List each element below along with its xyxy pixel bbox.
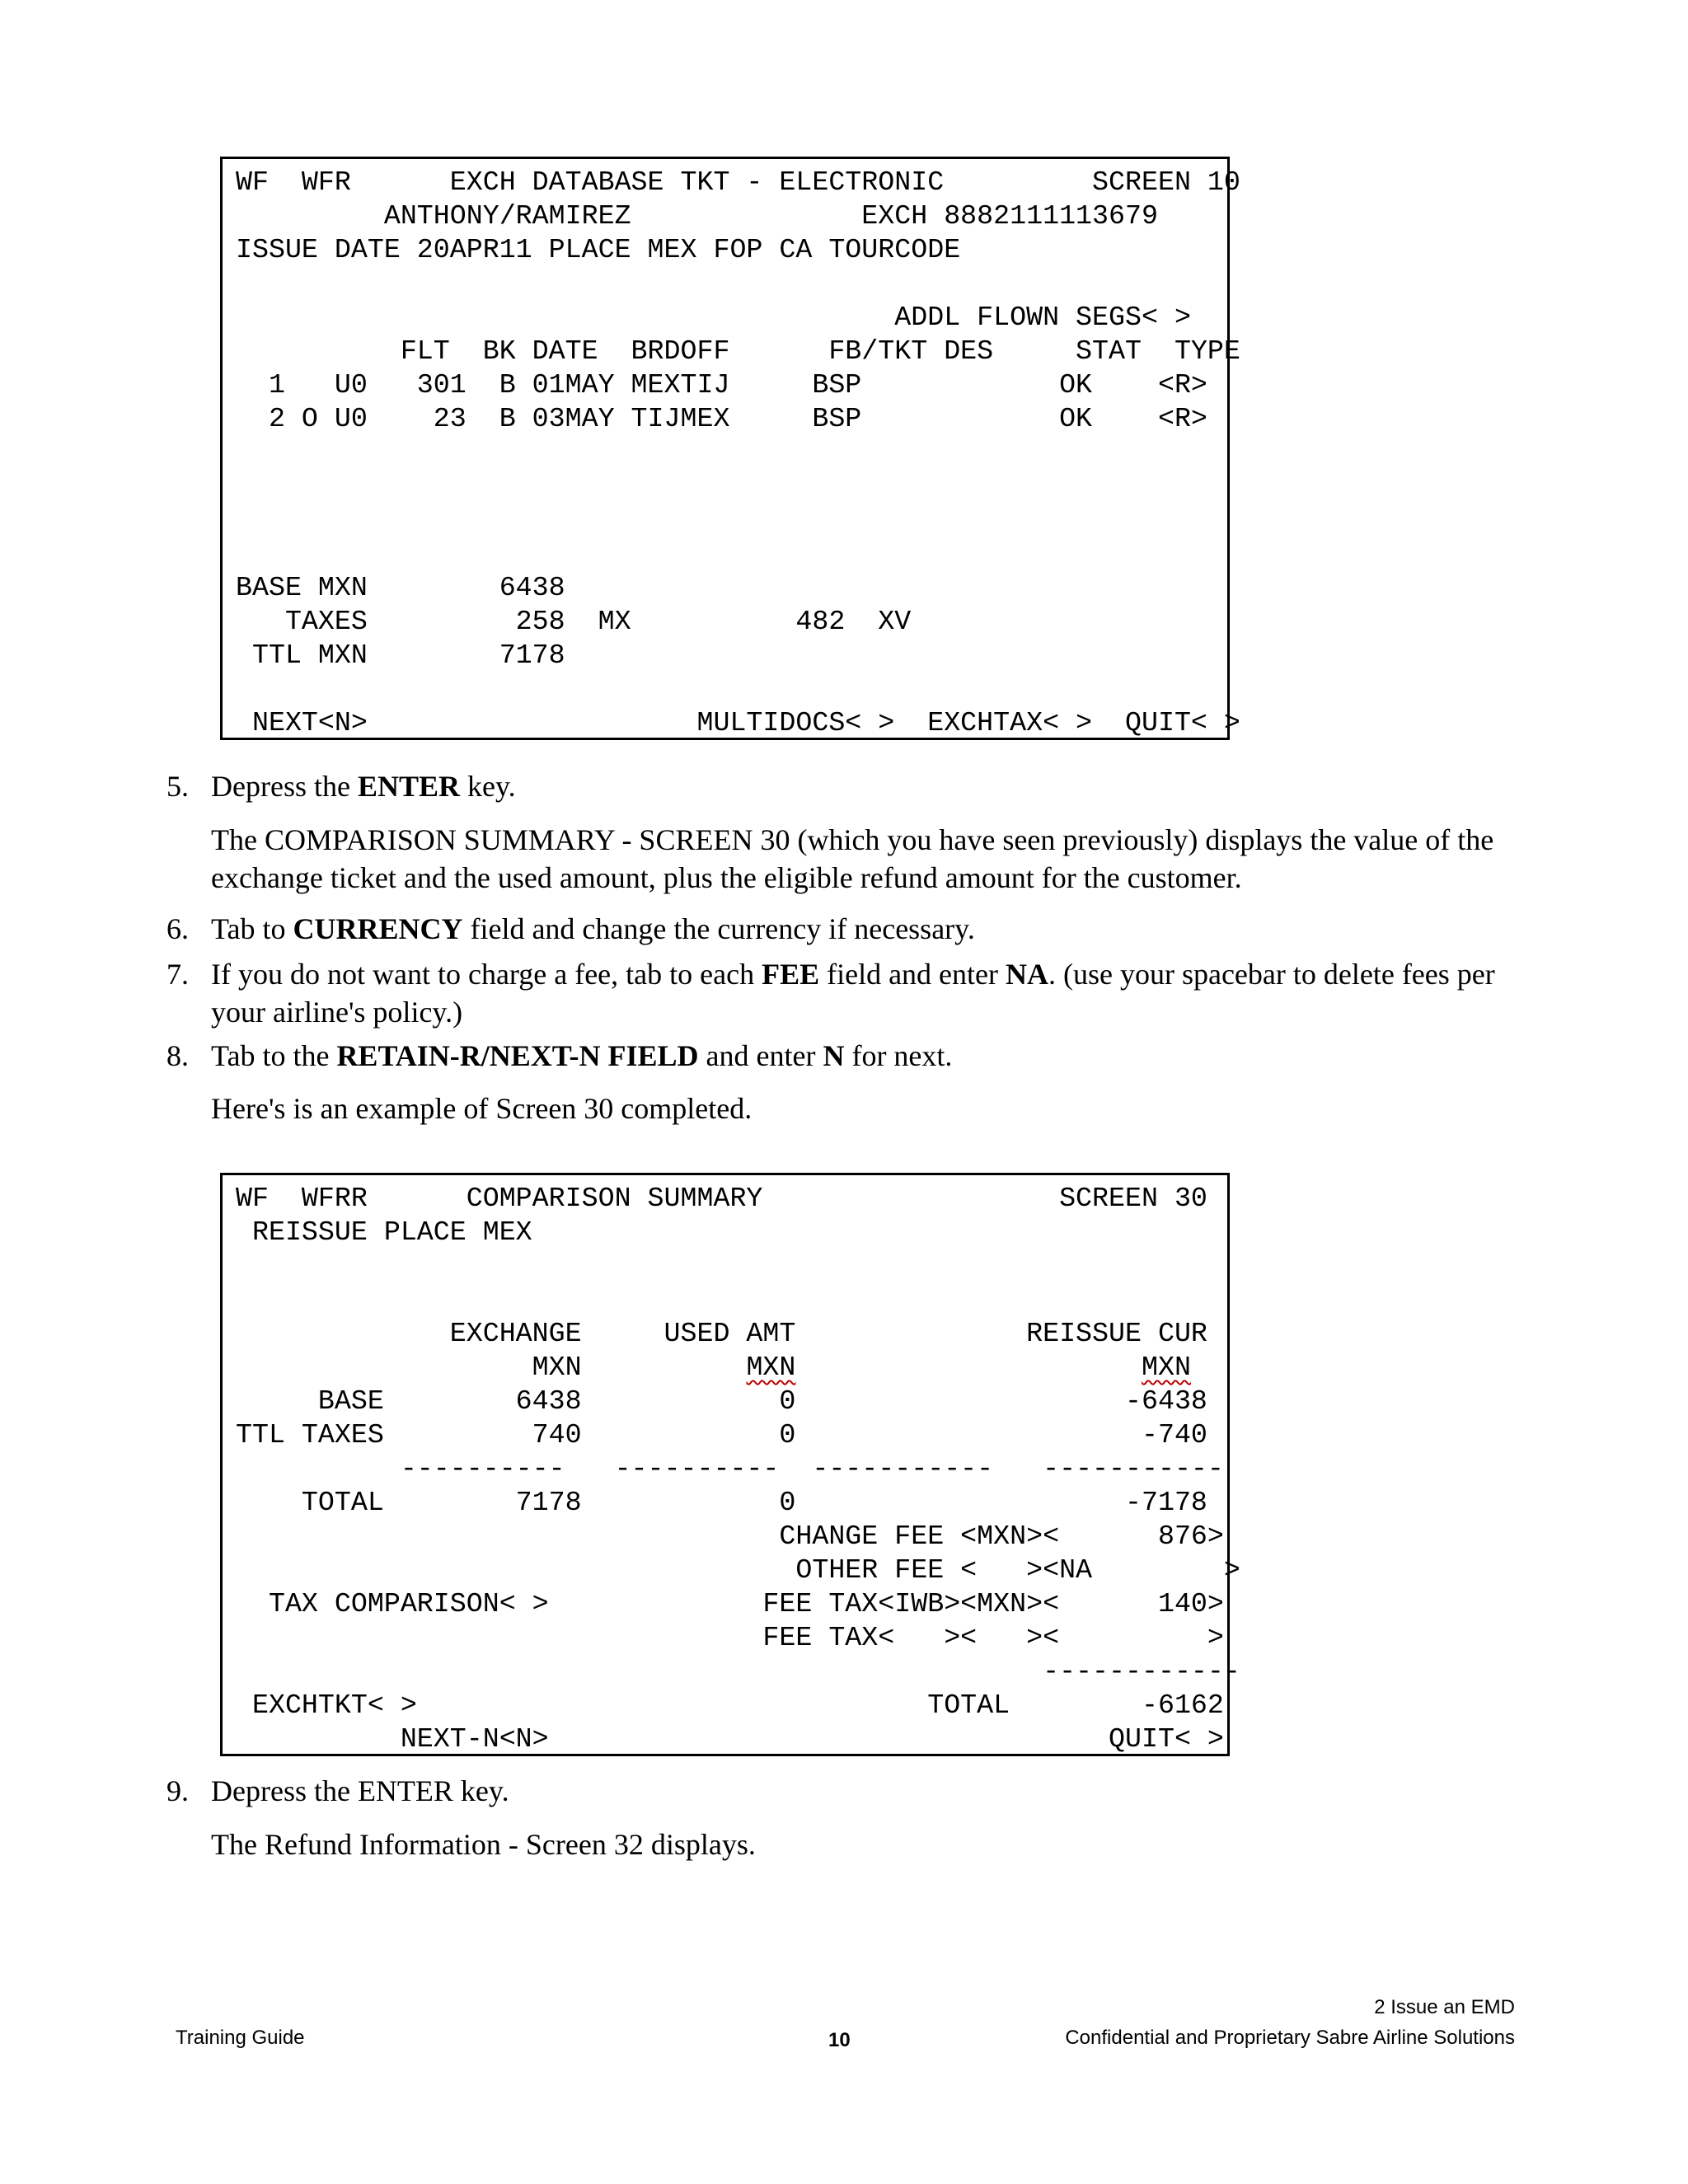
screen-30-line: CHANGE FEE <MXN>< 876> bbox=[236, 1521, 1224, 1552]
step-text: Depress the ENTER key. bbox=[211, 770, 516, 803]
screen-30-terminal bbox=[220, 1173, 1240, 1756]
step-text: Depress the ENTER key. bbox=[211, 1774, 509, 1807]
screen-30-line: ------------ bbox=[236, 1656, 1240, 1687]
bold-keyword: RETAIN-R/NEXT-N FIELD bbox=[336, 1039, 699, 1072]
spellcheck-underlined-text: MXN bbox=[1142, 1352, 1191, 1383]
screen-30-line: TAX COMPARISON< > FEE TAX<IWB><MXN>< 140> bbox=[236, 1588, 1224, 1619]
step-text: If you do not want to charge a fee, tab to each FEE field and enter NA. (use your spacebar to delete fees per your airline's policy.) bbox=[211, 958, 1495, 1029]
screen-30-line: BASE 6438 0 -6438 bbox=[236, 1385, 1207, 1417]
bold-keyword: NA bbox=[1006, 958, 1048, 991]
screen-30-line: EXCHTKT< > TOTAL -6162 bbox=[236, 1690, 1224, 1721]
screen-10-line: TAXES 258 MX 482 XV bbox=[236, 606, 912, 637]
screen-10-terminal bbox=[220, 157, 1240, 740]
step-number: 9. bbox=[166, 1774, 189, 1807]
screen-10-line: BASE MXN 6438 bbox=[236, 572, 565, 603]
footer-right: Confidential and Proprietary Sabre Airline Solutions bbox=[1065, 2027, 1515, 2049]
screen-10-line: ADDL FLOWN SEGS< > bbox=[236, 302, 1191, 333]
screen-30-text bbox=[223, 1175, 1240, 1756]
step-number: 5. bbox=[166, 770, 189, 803]
step-text: Tab to CURRENCY field and change the currency if necessary. bbox=[211, 912, 975, 945]
bold-keyword: N bbox=[823, 1039, 845, 1072]
spellcheck-underlined-text: MXN bbox=[746, 1352, 796, 1383]
screen-10-line: ANTHONY/RAMIREZ EXCH 8882111113679 bbox=[236, 200, 1158, 232]
screen-30-line: TOTAL 7178 0 -7178 bbox=[236, 1487, 1207, 1518]
footer-section: 2 Issue an EMD bbox=[1374, 1996, 1515, 2018]
screen-10-line: NEXT<N> MULTIDOCS< > EXCHTAX< > QUIT< > bbox=[236, 707, 1240, 738]
screen-10-line: 2 O U0 23 B 03MAY TIJMEX BSP OK <R> bbox=[236, 403, 1207, 434]
screen-30-line: OTHER FEE < ><NA > bbox=[236, 1554, 1240, 1586]
screen-30-line: REISSUE PLACE MEX bbox=[236, 1216, 532, 1248]
step-number: 6. bbox=[166, 912, 189, 945]
step-number: 7. bbox=[166, 958, 189, 991]
screen-10-line: FLT BK DATE BRDOFF FB/TKT DES STAT TYPE bbox=[236, 335, 1240, 367]
bold-keyword: CURRENCY bbox=[293, 912, 463, 945]
screen-30-line: FEE TAX< >< >< > bbox=[236, 1622, 1224, 1653]
screen-30-line: TTL TAXES 740 0 -740 bbox=[236, 1419, 1207, 1451]
screen-30-line: WF WFRR COMPARISON SUMMARY SCREEN 30 bbox=[236, 1183, 1207, 1214]
screen-10-line: TTL MXN 7178 bbox=[236, 640, 565, 671]
bold-keyword: FEE bbox=[762, 958, 820, 991]
step-text: Tab to the RETAIN-R/NEXT-N FIELD and enter N for next. bbox=[211, 1039, 953, 1072]
screen-10-line: WF WFR EXCH DATABASE TKT - ELECTRONIC SCREEN 10 bbox=[236, 166, 1240, 198]
screen-10-text bbox=[223, 159, 1240, 740]
paragraph-comparison-summary: The COMPARISON SUMMARY - SCREEN 30 (which you have seen previously) displays the value of the exchange ticket and the used amount, plus the eligible refund amount for the customer. bbox=[211, 823, 1494, 894]
screen-30-line: EXCHANGE USED AMT REISSUE CUR bbox=[236, 1318, 1207, 1349]
footer-left: Training Guide bbox=[176, 2027, 305, 2049]
step-number: 8. bbox=[166, 1039, 189, 1072]
screen-30-line: ---------- ---------- ----------- ----------- bbox=[236, 1453, 1224, 1484]
screen-10-line: ISSUE DATE 20APR11 PLACE MEX FOP CA TOURCODE bbox=[236, 234, 961, 265]
page-number: 10 bbox=[828, 2029, 851, 2051]
screen-30-line: NEXT-N<N> QUIT< > bbox=[236, 1723, 1224, 1755]
screen-10-line: 1 U0 301 B 01MAY MEXTIJ BSP OK <R> bbox=[236, 369, 1207, 401]
bold-keyword: ENTER bbox=[357, 770, 460, 803]
paragraph-example: Here's is an example of Screen 30 completed. bbox=[211, 1092, 753, 1125]
paragraph-refund-info: The Refund Information - Screen 32 displays. bbox=[211, 1828, 756, 1861]
screen-30-line: MXN MXN MXN bbox=[236, 1352, 1191, 1383]
